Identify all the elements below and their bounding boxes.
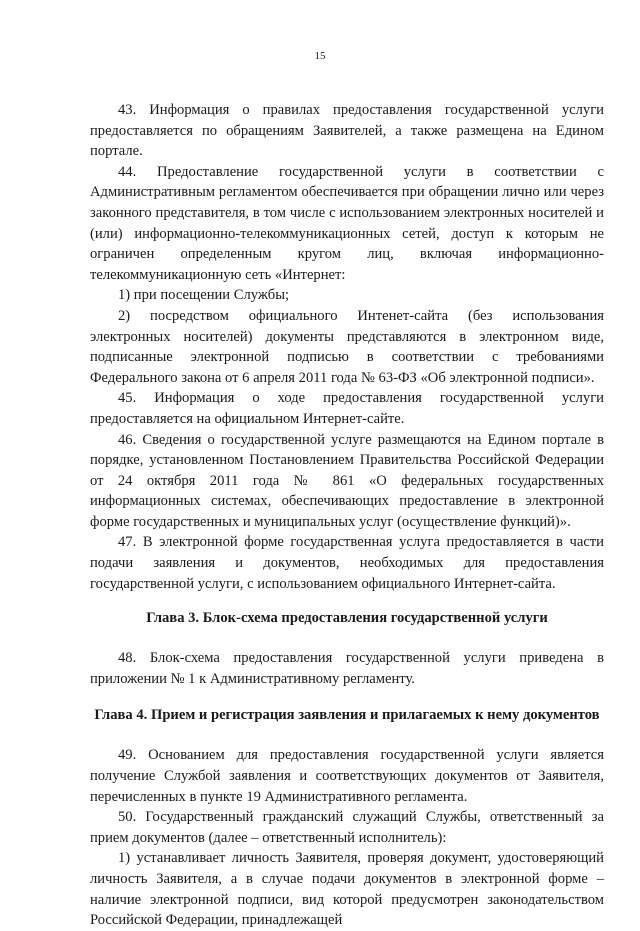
chapter-3-heading: Глава 3. Блок-схема предоставления государственной услуги	[146, 610, 548, 627]
document-body	[90, 100, 604, 931]
list-item-website: 2) посредством официального Интенет-сайта (без использования электронных носителей) документы представляются в электронном виде, подписанные электронной подписью в соответствии с требованиями Федерального закона от 6 апреля 2011 года № 63-ФЗ «Об электронной подписи».	[90, 307, 604, 386]
list-item-visit: 1) при посещении Службы;	[118, 287, 290, 304]
list-item-identity: 1) устанавливает личность Заявителя, проверяя документ, удостоверяющий личность Заявителя, а в случае подачи документов в электронной форме – наличие электронной подписи, вид которой предусмотрен законодательством Российской Федерации, принадлежащей	[90, 850, 604, 929]
paragraph-50: 50. Государственный гражданский служащий Службы, ответственный за прием документов (далее – ответственный исполнитель):	[90, 809, 604, 846]
paragraph-47: 47. В электронной форме государственная услуга предоставляется в части подачи заявления и документов, необходимых для предоставления государственной услуги, с использованием официального Интернет-сайта.	[90, 534, 604, 592]
paragraph-43: 43. Информация о правилах предоставления государственной услуги предоставляется по обращениям Заявителей, а также размещена на Едином портале.	[90, 102, 604, 160]
page-number: 15	[314, 50, 326, 62]
paragraph-48: 48. Блок-схема предоставления государственной услуги приведена в приложении № 1 к Административному регламенту.	[90, 650, 604, 687]
paragraph-45: 45. Информация о ходе предоставления государственной услуги предоставляется на официальном Интернет-сайте.	[90, 390, 604, 427]
chapter-4-heading: Глава 4. Прием и регистрация заявления и прилагаемых к нему документов	[94, 707, 600, 724]
paragraph-49: 49. Основанием для предоставления государственной услуги является получение Службой заявления и соответствующих документов от Заявителя, перечисленных в пункте 19 Административного регламента.	[90, 747, 604, 805]
paragraph-46: 46. Сведения о государственной услуге размещаются на Едином портале в порядке, установленном Постановлением Правительства Российской Федерации от 24 октября 2011 года № 861 «О федеральных государственных информационных системах, обеспечивающих предоставление в электронной форме государственных и муниципальных услуг (осуществление функций)».	[90, 431, 604, 530]
paragraph-44: 44. Предоставление государственной услуги в соответствии с Административным регламентом обеспечивается при обращении лично или через законного представителя, в том числе с использованием электронных носителей и (или) информационно-телекоммуникационных сетей, доступ к которым не ограничен определенным кругом лиц, включая информационно-телекоммуникационную сеть «Интернет:	[90, 163, 604, 283]
